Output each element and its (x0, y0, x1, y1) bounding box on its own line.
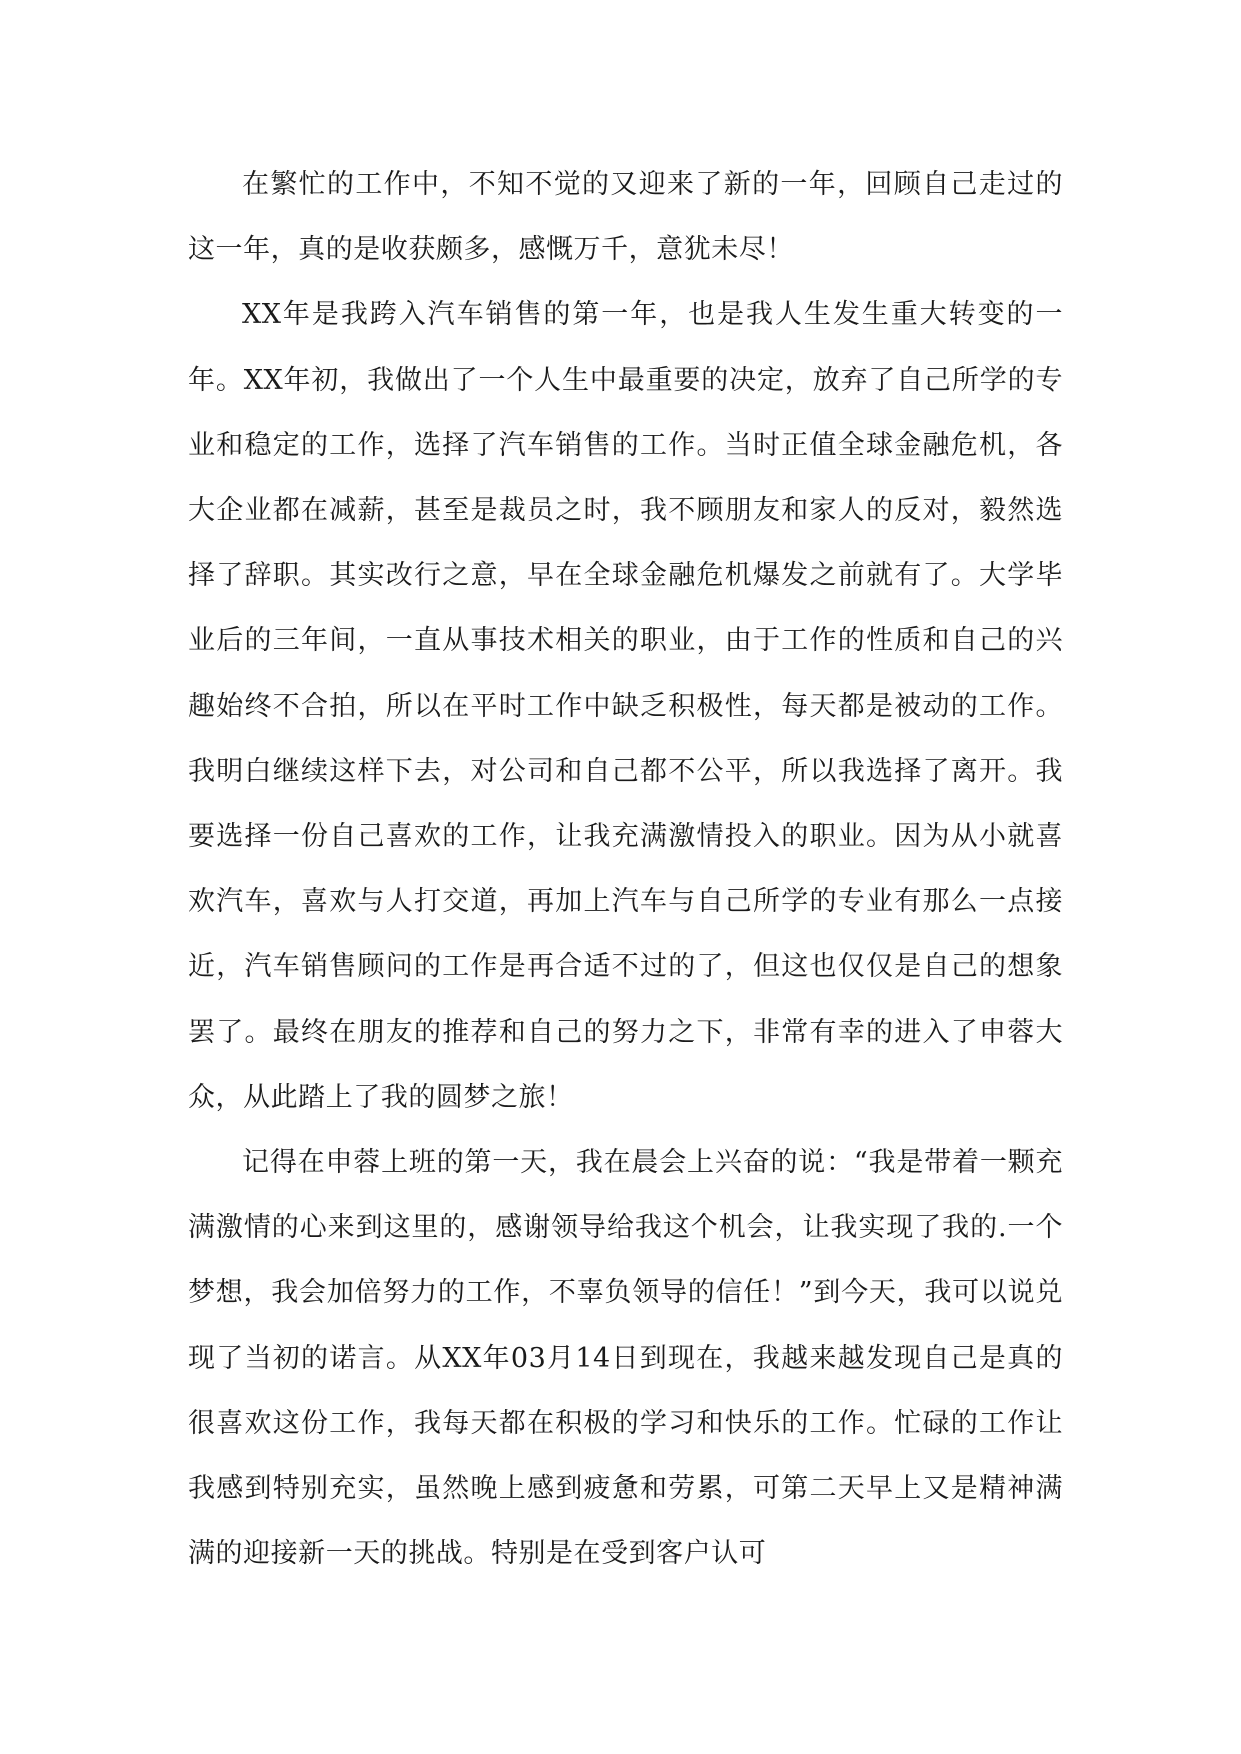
paragraph-2: XX年是我跨入汽车销售的第一年，也是我人生发生重大转变的一年。XX年初，我做出了一个人生中最重要的决定，放弃了自己所学的专业和稳定的工作，选择了汽车销售的工作。当时正值全球金融危机，各大企业都在减薪，甚至是裁员之时，我不顾朋友和家人的反对，毅然选择了辞职。其实改行之意，早在全球金融危机爆发之前就有了。大学毕业后的三年间，一直从事技术相关的职业，由于工作的性质和自己的兴趣始终不合拍，所以在平时工作中缺乏积极性，每天都是被动的工作。我明白继续这样下去，对公司和自己都不公平，所以我选择了离开。我要选择一份自己喜欢的工作，让我充满激情投入的职业。因为从小就喜欢汽车，喜欢与人打交道，再加上汽车与自己所学的专业有那么一点接近，汽车销售顾问的工作是再合适不过的了，但这也仅仅是自己的想象罢了。最终在朋友的推荐和自己的努力之下，非常有幸的进入了申蓉大众，从此踏上了我的圆梦之旅！ (188, 299, 1063, 1113)
paragraph-1: 在繁忙的工作中，不知不觉的又迎来了新的一年，回顾自己走过的这一年，真的是收获颇多，感慨万千，意犹未尽！ (188, 169, 1063, 266)
document-body (188, 152, 1063, 1586)
paragraph-3: 记得在申蓉上班的第一天，我在晨会上兴奋的说：“我是带着一颗充满激情的心来到这里的，感谢领导给我这个机会，让我实现了我的.一个梦想，我会加倍努力的工作，不辜负领导的信任！”到今天，我可以说兑现了当初的诺言。从XX年03月14日到现在，我越来越发现自己是真的很喜欢这份工作，我每天都在积极的学习和快乐的工作。忙碌的工作让我感到特别充实，虽然晚上感到疲惫和劳累，可第二天早上又是精神满满的迎接新一天的挑战。特别是在受到客户认可 (188, 1147, 1063, 1570)
